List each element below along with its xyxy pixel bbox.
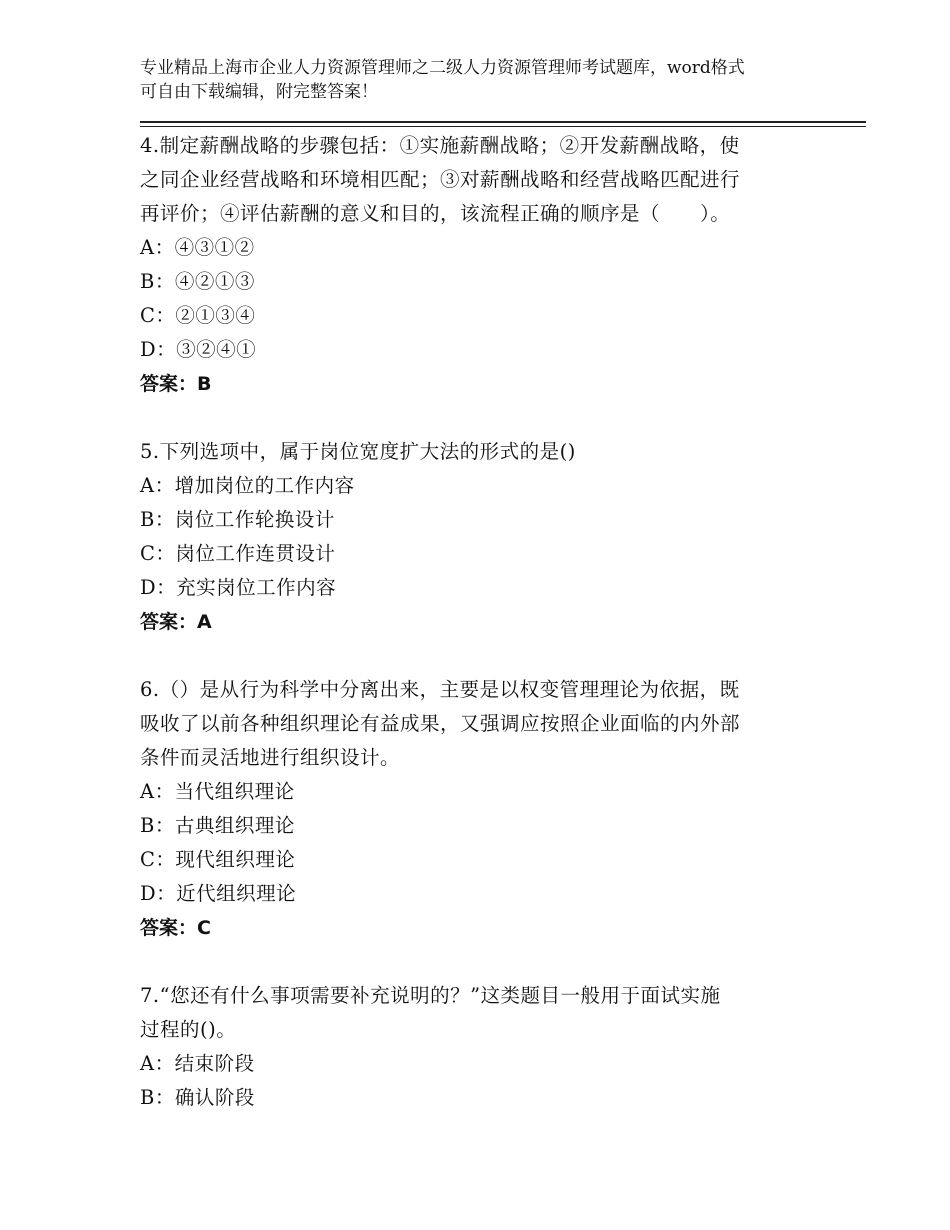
question-4 [140, 129, 800, 401]
question-text-line: 之同企业经营战略和环境相匹配；③对薪酬战略和经营战略匹配进行 [140, 168, 741, 191]
question-text-line: 吸收了以前各种组织理论有益成果，又强调应按照企业面临的内外部 [140, 712, 741, 735]
question-7 [140, 979, 800, 1115]
question-text-line: 4.制定薪酬战略的步骤包括：①实施薪酬战略；②开发薪酬战略，使 [140, 134, 740, 157]
header-line-1: 专业精品上海市企业人力资源管理师之二级人力资源管理师考试题库，word格式 [140, 58, 745, 78]
question-text-line: 5.下列选项中，属于岗位宽度扩大法的形式的是() [140, 440, 576, 463]
question-5 [140, 435, 800, 639]
question-text-line: 过程的()。 [140, 1018, 237, 1041]
option-d: D：充实岗位工作内容 [140, 576, 337, 599]
option-a: A：结束阶段 [140, 1052, 255, 1075]
option-a: A：④③①② [140, 236, 255, 259]
option-a: A：当代组织理论 [140, 780, 295, 803]
question-list [140, 129, 800, 1115]
answer-label: 答案：A [140, 611, 212, 633]
option-a: A：增加岗位的工作内容 [140, 474, 355, 497]
option-c: C：现代组织理论 [140, 848, 296, 871]
option-b: B：确认阶段 [140, 1086, 255, 1109]
option-c: C：岗位工作连贯设计 [140, 542, 336, 565]
header-line-2: 可自由下载编辑，附完整答案！ [140, 82, 378, 102]
answer-label: 答案：B [140, 373, 212, 395]
question-text-line: 7.“您还有什么事项需要补充说明的？”这类题目一般用于面试实施 [140, 984, 721, 1007]
spacer [140, 401, 800, 435]
question-text-line: 6.（）是从行为科学中分离出来，主要是以权变管理理论为依据，既 [140, 678, 740, 701]
option-d: D：③②④① [140, 338, 257, 361]
option-d: D：近代组织理论 [140, 882, 297, 905]
question-6 [140, 673, 800, 945]
header-divider-thin [140, 126, 866, 127]
answer-label: 答案：C [140, 917, 211, 939]
question-text-line: 再评价；④评估薪酬的意义和目的，该流程正确的顺序是（ ）。 [140, 202, 731, 225]
document-header [140, 56, 840, 104]
header-divider-thick [140, 121, 866, 123]
option-b: B：④②①③ [140, 270, 255, 293]
option-b: B：岗位工作轮换设计 [140, 508, 335, 531]
question-text-line: 条件而灵活地进行组织设计。 [140, 746, 401, 769]
spacer [140, 639, 800, 673]
spacer [140, 945, 800, 979]
option-b: B：古典组织理论 [140, 814, 295, 837]
option-c: C：②①③④ [140, 304, 256, 327]
